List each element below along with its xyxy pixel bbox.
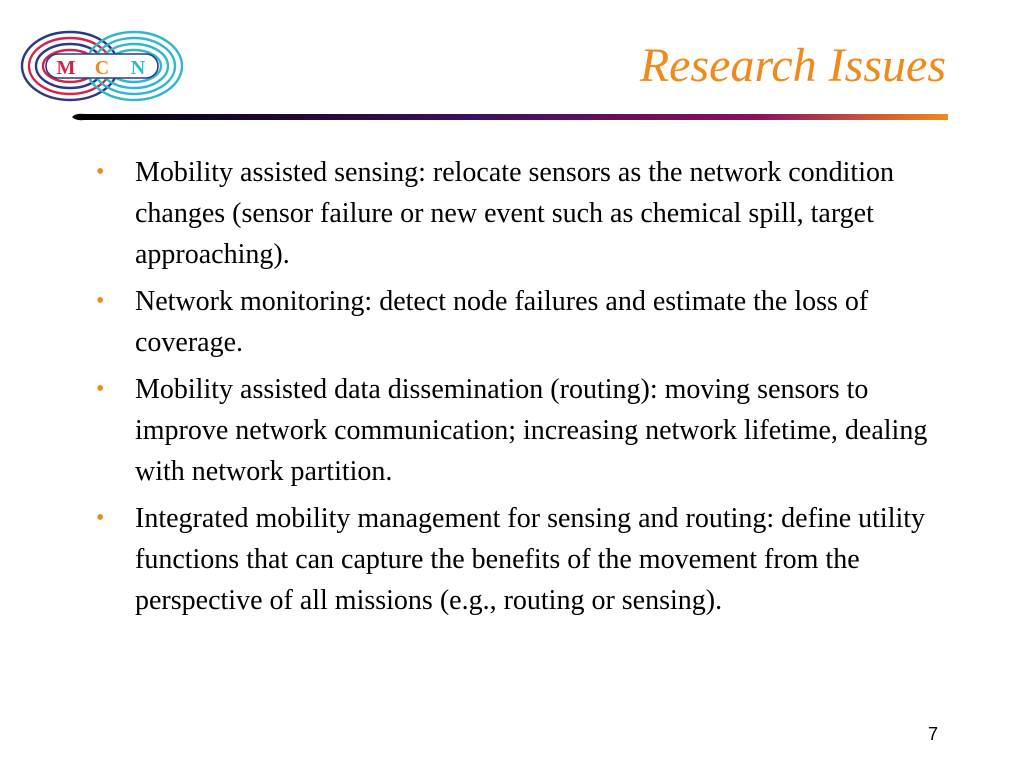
logo-letter-n: N — [130, 57, 146, 79]
mcn-logo — [18, 28, 186, 104]
bullet-icon: • — [96, 159, 105, 185]
bullet-item — [96, 498, 946, 621]
bullet-item — [96, 281, 946, 363]
bullet-item — [96, 152, 946, 275]
logo-letter-c: C — [94, 57, 110, 79]
bullet-text: Integrated mobility management for sensing and routing: define utility functions that can capture the benefits of the movement from the perspective of all missions (e.g., routing or sensing). — [135, 503, 926, 616]
bullet-icon: • — [96, 376, 105, 402]
page-number: 7 — [927, 724, 938, 744]
logo-letter-m: M — [56, 57, 76, 79]
bullet-text: Mobility assisted sensing: relocate sensors as the network condition changes (sensor failure or new event such as chemical spill, target approaching). — [135, 157, 894, 270]
bullet-text: Network monitoring: detect node failures and estimate the loss of coverage. — [135, 286, 869, 358]
bullet-item — [96, 369, 946, 492]
title-divider — [72, 112, 948, 122]
bullet-icon: • — [96, 505, 105, 531]
bullet-text: Mobility assisted data dissemination (routing): moving sensors to improve network communication; increasing network lifetime, dealing with network partition. — [135, 374, 928, 487]
bullet-list — [96, 152, 946, 627]
bullet-icon: • — [96, 288, 105, 314]
slide-title: Research Issues — [639, 39, 946, 92]
